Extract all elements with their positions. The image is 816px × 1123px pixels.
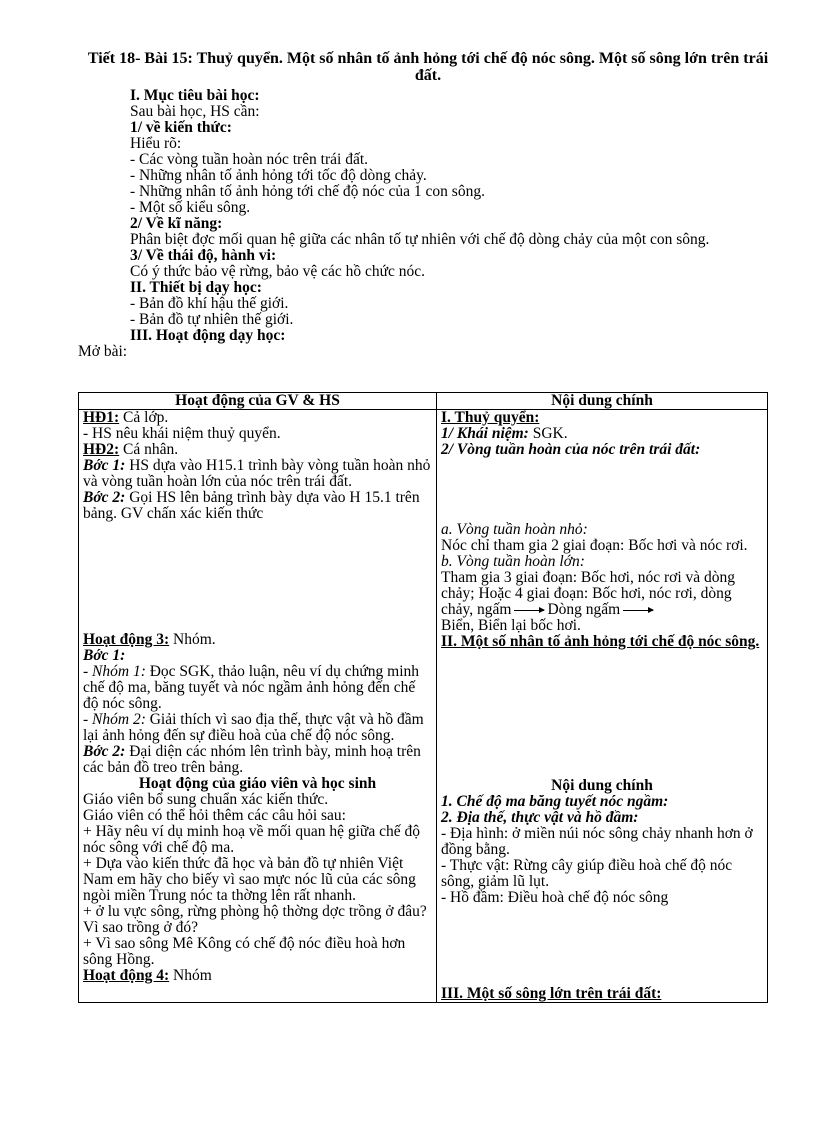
question-line: + Vì sao sông Mê Kông có chế độ nóc điều hoà hơn sông Hồng.	[83, 935, 406, 968]
knowledge-item: - Một số kiểu sông.	[130, 199, 251, 216]
arrow-icon	[623, 610, 653, 611]
factor-item: - Địa hình: ở miền núi nóc sông chảy nhanh hơn ở đồng bằng.	[441, 825, 753, 858]
content-subheading: Nội dung chính	[551, 777, 653, 794]
concept-text: SGK.	[528, 425, 568, 442]
hd4-text: Nhóm	[169, 967, 212, 984]
concept-label: 1/ Khái niệm:	[441, 425, 529, 442]
factor2-heading: 2. Địa thế, thực vật và hồ đầm:	[441, 809, 639, 826]
lesson-intro	[78, 88, 778, 360]
water-cycle-heading: 2/ Vòng tuần hoàn của nóc trên trái đất:	[441, 441, 701, 458]
activities-column	[79, 410, 437, 1003]
knowledge-heading: 1/ về kiến thức:	[130, 119, 232, 136]
sub-heading: Hoạt động của giáo viên và học sinh	[138, 775, 377, 792]
question-line: + ở lu vực sông, rừng phòng hộ thờng dợc trồng ở đâu? Vì sao trồng ở đó?	[83, 903, 427, 936]
section3-heading: III. Một số sông lớn trên trái đất:	[441, 985, 662, 1002]
skills-heading: 2/ Về kĩ năng:	[130, 215, 223, 232]
question-line: Giáo viên bổ sung chuẩn xác kiến thức.	[83, 791, 329, 808]
hd3-step2-text: Đại diện các nhóm lên trình bày, minh hoạ trên các bản đồ treo trên bảng.	[83, 743, 421, 776]
large-cycle-text-2: Dòng ngấm	[547, 601, 621, 618]
large-cycle-label: b. Vòng tuần hoàn lớn:	[441, 553, 585, 570]
hd3-label: Hoạt động 3:	[83, 631, 170, 648]
section1-heading: I. Thuỷ quyển:	[441, 409, 540, 426]
objectives-heading: I. Mục tiêu bài học:	[130, 87, 260, 104]
step2-label: Bớc 2:	[83, 489, 126, 506]
hd2-label: HĐ2:	[83, 441, 120, 458]
group1-text: Đọc SGK, thảo luận, nêu ví dụ chứng minh chế độ ma, băng tuyết và nóc ngầm ảnh hỏng đến chế độ nóc sông.	[83, 663, 420, 712]
attitude-text: Có ý thức bảo vệ rừng, bảo vệ các hồ chức nóc.	[130, 263, 426, 280]
content-column	[437, 410, 768, 1003]
factor1-heading: 1. Chế độ ma băng tuyết nóc ngầm:	[441, 793, 669, 810]
equipment-heading: II. Thiết bị dạy học:	[130, 279, 262, 296]
small-cycle-label: a. Vòng tuần hoàn nhỏ:	[441, 521, 588, 538]
step1-text: HS dựa vào H15.1 trình bày vòng tuần hoàn nhỏ và vòng tuần hoàn lớn của nóc trên trái đất.	[83, 457, 431, 490]
header-content: Nội dung chính	[437, 393, 768, 410]
arrow-icon	[514, 610, 544, 611]
lesson-table	[78, 392, 768, 1003]
objectives-intro: Sau bài học, HS cần:	[130, 103, 260, 120]
opening-label: Mở bài:	[78, 343, 128, 360]
table-header-row	[79, 393, 768, 410]
table-body-row	[79, 410, 768, 1003]
knowledge-item: - Những nhân tố ảnh hỏng tới chế độ nóc của 1 con sông.	[130, 183, 485, 200]
step1-label: Bớc 1:	[83, 457, 126, 474]
hd1-label: HĐ1:	[83, 409, 120, 426]
group1-label: - Nhóm 1:	[83, 663, 146, 680]
hd3-text: Nhóm.	[169, 631, 216, 648]
factor-item: - Thực vật: Rừng cây giúp điều hoà chế độ nóc sông, giảm lũ lụt.	[441, 857, 733, 890]
hd2-text: Cá nhân.	[119, 441, 179, 458]
large-cycle-text: Tham gia 3 giai đoạn: Bốc hơi, nóc rơi và dòng chảy; Hoặc 4 giai đoạn: Bốc hơi, nóc rơi, dòng chảy, ngấm	[441, 569, 736, 618]
hd4-label: Hoạt động 4:	[83, 967, 170, 984]
section2-heading: II. Một số nhân tố ảnh hỏng tới chế độ nóc sông.	[441, 633, 760, 650]
hd3-step1: Bớc 1:	[83, 647, 126, 664]
step2-text: Gọi HS lên bảng trình bày dựa vào H 15.1 trên bảng. GV chấn xác kiến thức	[83, 489, 420, 522]
knowledge-item: - Các vòng tuần hoàn nóc trên trái đất.	[130, 151, 369, 168]
factor-item: - Hồ đầm: Điều hoà chế độ nóc sông	[441, 889, 669, 906]
question-line: Giáo viên có thể hỏi thêm các câu hỏi sau:	[83, 807, 346, 824]
question-line: + Dựa vào kiến thức đã học và bản đồ tự nhiên Việt Nam em hãy cho biếy vì sao mực nóc lũ của các sông ngòi miền Trung nóc ta thờng lên rất nhanh.	[83, 855, 416, 904]
lesson-title: Tiết 18- Bài 15: Thuỷ quyển. Một số nhân tố ảnh hỏng tới chế độ nóc sông. Một số sông lớn trên trái đất.	[87, 50, 769, 84]
hd3-step2-label: Bớc 2:	[83, 743, 126, 760]
small-cycle-text: Nóc chỉ tham gia 2 giai đoạn: Bốc hơi và nóc rơi.	[441, 537, 748, 554]
group2-label: - Nhóm 2:	[83, 711, 146, 728]
attitude-heading: 3/ Về thái độ, hành vi:	[130, 247, 277, 264]
knowledge-item: - Những nhân tố ảnh hỏng tới tốc độ dòng chảy.	[130, 167, 427, 184]
hd1-line: - HS nêu khái niệm thuỷ quyển.	[83, 425, 281, 442]
equipment-item: - Bản đồ khí hậu thế giới.	[130, 295, 289, 312]
activities-heading: III. Hoạt động dạy học:	[130, 327, 286, 344]
skills-text: Phân biệt đợc mối quan hệ giữa các nhân tố tự nhiên với chế độ dòng chảy của một con sông.	[130, 231, 710, 248]
group2-text: Giải thích vì sao địa thế, thực vật và hồ đầm lại ảnh hỏng đến sự điều hoà của chế độ nóc sông.	[83, 711, 424, 744]
question-line: + Hãy nêu ví dụ minh hoạ về mối quan hệ giữa chế độ nóc sông với chế độ ma.	[83, 823, 420, 856]
large-cycle-text-3: Biển, Biển lại bốc hơi.	[441, 617, 581, 634]
knowledge-intro: Hiểu rõ:	[130, 135, 182, 152]
hd1-text: Cả lớp.	[119, 409, 169, 426]
equipment-item: - Bản đồ tự nhiên thế giới.	[130, 311, 294, 328]
header-activities: Hoạt động của GV & HS	[79, 393, 437, 410]
